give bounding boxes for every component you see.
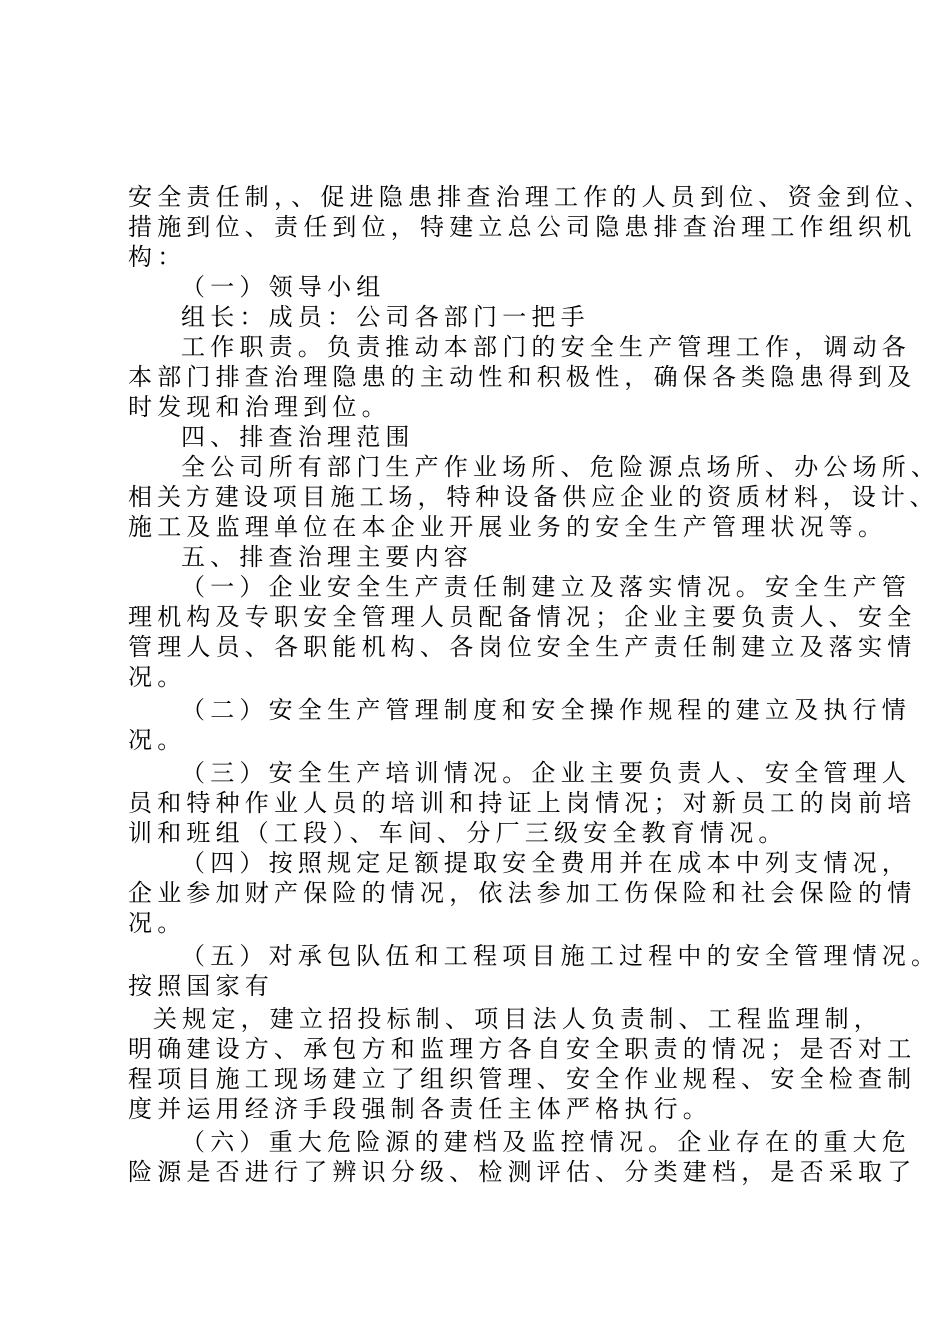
paragraph-line: 企业参加财产保险的情况，依法参加工伤保险和社会保险的情 [128,879,917,907]
paragraph-line: 程项目施工现场建立了组织管理、安全作业规程、安全检查制 [128,1065,917,1093]
paragraph-line: 安全责任制，、促进隐患排查治理工作的人员到位、资金到位、 [128,183,934,211]
paragraph-line: （二）安全生产管理制度和安全操作规程的建立及执行情 [181,696,911,724]
paragraph-line: 工作职责。负责推动本部门的安全生产管理工作，调动各 [181,333,911,361]
paragraph-line: 度并运用经济手段强制各责任主体严格执行。 [128,1095,712,1123]
paragraph-line: 明确建设方、承包方和监理方各自安全职责的情况；是否对工 [128,1035,917,1063]
paragraph-line: 理机构及专职安全管理人员配备情况；企业主要负责人、安全 [128,603,917,631]
paragraph-line: 况。 [128,909,187,937]
paragraph-line: 管理人员、各职能机构、各岗位安全生产责任制建立及落实情 [128,633,917,661]
paragraph-line: 措施到位、责任到位，特建立总公司隐患排查治理工作组织机 [128,213,917,241]
paragraph-line: 员和特种作业人员的培训和持证上岗情况；对新员工的岗前培 [128,789,917,817]
paragraph-line: 关规定，建立招投标制、项目法人负责制、工程监理制， [153,1005,883,1033]
paragraph-line: 训和班组（工段）、车间、分厂三级安全教育情况。 [128,819,788,847]
paragraph-line: 施工及监理单位在本企业开展业务的安全生产管理状况等。 [128,513,888,541]
paragraph-line: 险源是否进行了辨识分级、检测评估、分类建档，是否采取了 [128,1158,917,1186]
subheading-line: （一）领导小组 [181,273,386,301]
paragraph-line: 时发现和治理到位。 [128,393,391,421]
paragraph-line: （六）重大危险源的建档及监控情况。企业存在的重大危 [181,1128,911,1156]
section-heading-line: 五、排查治理主要内容 [181,543,473,571]
paragraph-line: 构： [128,243,187,271]
paragraph-line: 全公司所有部门生产作业场所、危险源点场所、办公场所、 [181,453,941,481]
section-heading-line: 四、排查治理范围 [181,423,415,451]
paragraph-line: （五）对承包队伍和工程项目施工过程中的安全管理情况。 [181,942,941,970]
paragraph-line: （四）按照规定足额提取安全费用并在成本中列支情况， [181,849,911,877]
paragraph-line: （一）企业安全生产责任制建立及落实情况。安全生产管 [181,573,911,601]
paragraph-line: 组长：成员：公司各部门一把手 [181,303,590,331]
paragraph-line: （三）安全生产培训情况。企业主要负责人、安全管理人 [181,759,911,787]
paragraph-line: 况。 [128,726,187,754]
paragraph-line: 况。 [128,663,187,691]
paragraph-line: 本部门排查治理隐患的主动性和积极性，确保各类隐患得到及 [128,363,917,391]
paragraph-line: 按照国家有 [128,972,274,1000]
paragraph-line: 相关方建设项目施工场，特种设备供应企业的资质材料，设计、 [128,483,939,511]
